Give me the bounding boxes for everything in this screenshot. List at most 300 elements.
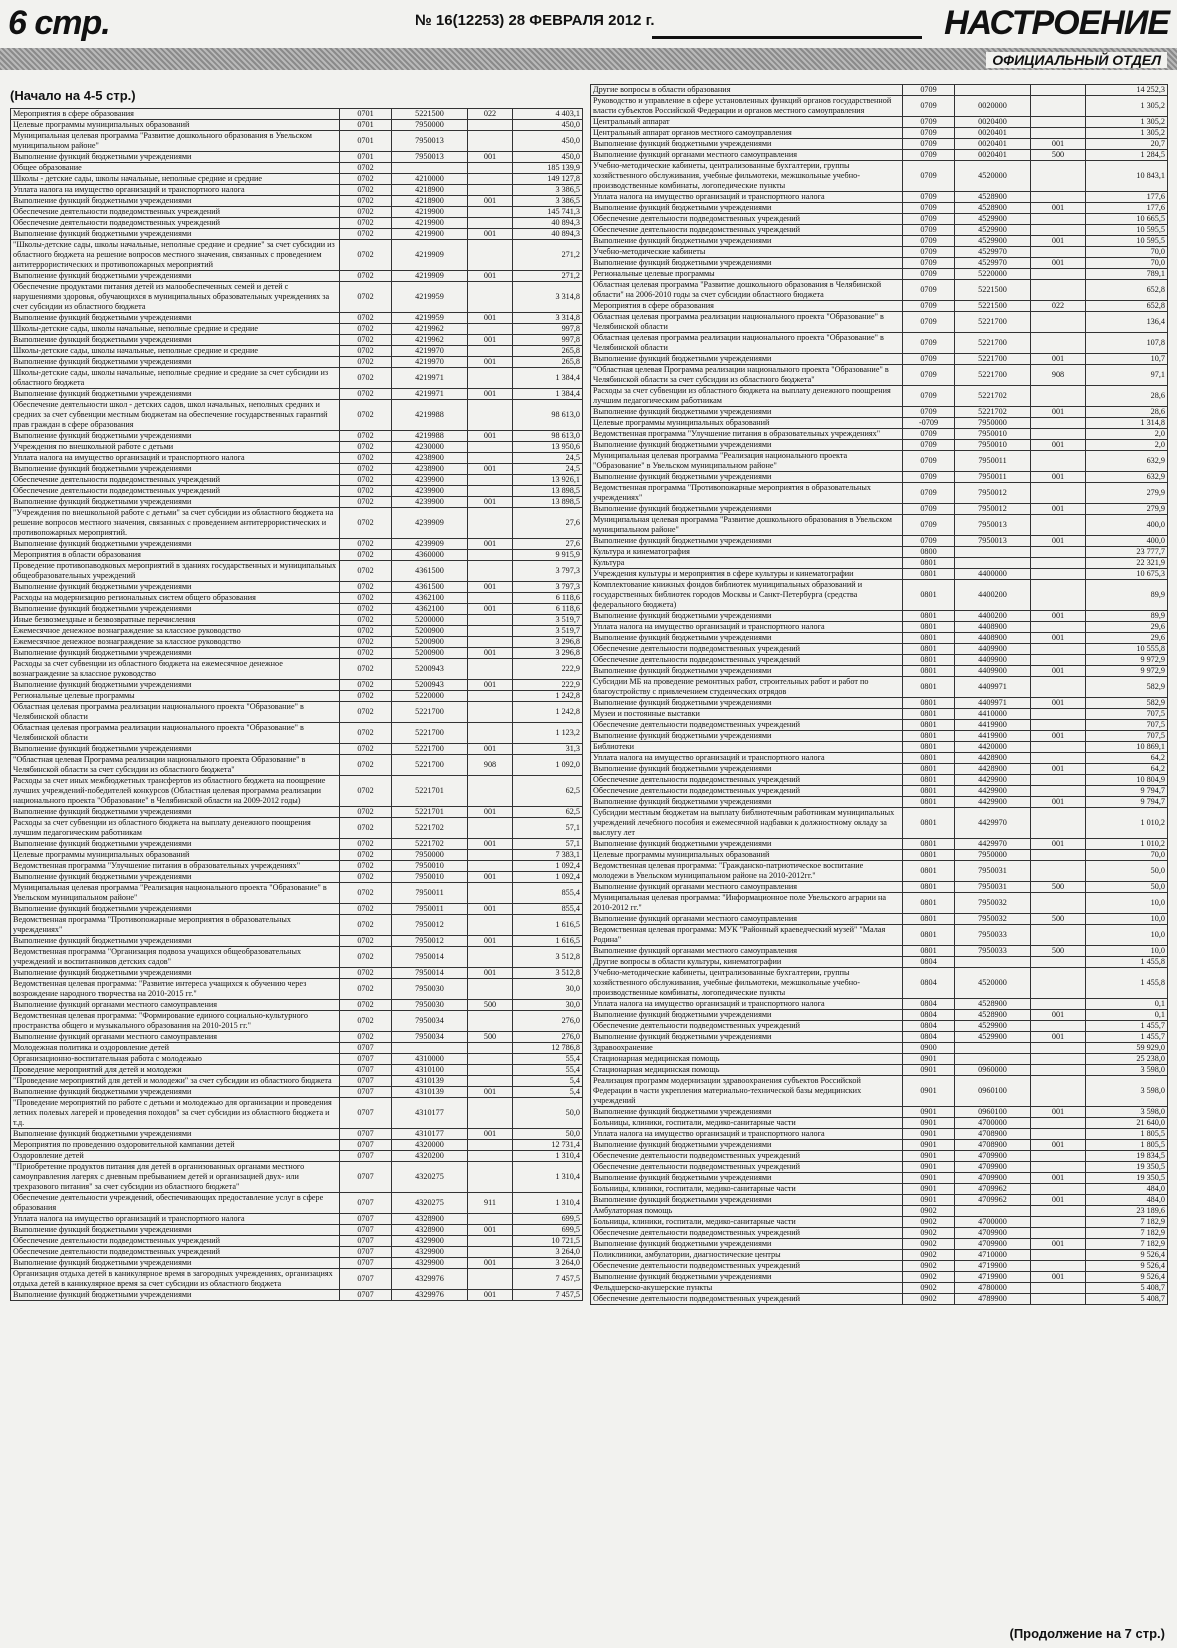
row-name: Здравоохранение [591, 1043, 903, 1054]
row-name: Другие вопросы в области образования [591, 85, 903, 96]
target-code: 4429970 [955, 808, 1031, 839]
section-code: 0707 [340, 1247, 392, 1258]
section-code: 0801 [903, 644, 955, 655]
table-row [11, 152, 583, 163]
row-name: Мероприятия по проведению оздоровительной кампании детей [11, 1140, 340, 1151]
section-code: 0702 [340, 229, 392, 240]
target-code: 4219909 [392, 271, 468, 282]
amount: 450,0 [513, 152, 583, 163]
target-code: 4238900 [392, 464, 468, 475]
subrubric-title: ОФИЦИАЛЬНЫЙ ОТДЕЛ [986, 52, 1167, 68]
amount: 3 386,5 [513, 185, 583, 196]
table-row [591, 1173, 1168, 1184]
amount: 707,5 [1086, 720, 1168, 731]
table-row [591, 558, 1168, 569]
table-row [591, 225, 1168, 236]
target-code: 7950010 [392, 872, 468, 883]
expense-type [468, 508, 513, 539]
amount: 1 455,7 [1086, 1021, 1168, 1032]
expense-type [1031, 569, 1086, 580]
row-name: Выполнение функций бюджетными учреждениями [591, 1010, 903, 1021]
table-row [591, 1151, 1168, 1162]
expense-type [1031, 1054, 1086, 1065]
amount: 6 118,6 [513, 604, 583, 615]
table-row [11, 1236, 583, 1247]
row-name: Выполнение функций бюджетными учреждениями [591, 797, 903, 808]
expense-type: 001 [468, 389, 513, 400]
row-name: Обеспечение деятельности подведомственных учреждений [11, 1247, 340, 1258]
section-code: 0709 [903, 225, 955, 236]
section-code: 0901 [903, 1162, 955, 1173]
expense-type [1031, 96, 1086, 117]
row-name: Стационарная медицинская помощь [591, 1065, 903, 1076]
row-name: Выполнение функций бюджетными учреждениями [11, 904, 340, 915]
amount: 222,9 [513, 680, 583, 691]
table-row [591, 354, 1168, 365]
expense-type: 001 [1031, 1140, 1086, 1151]
section-code: 0702 [340, 218, 392, 229]
table-row [11, 1247, 583, 1258]
amount: 3 797,3 [513, 561, 583, 582]
row-name: Целевые программы муниципальных образований [11, 850, 340, 861]
table-row [591, 808, 1168, 839]
section-code: 0702 [340, 839, 392, 850]
row-name: Оздоровление детей [11, 1151, 340, 1162]
target-code: 4400200 [955, 580, 1031, 611]
row-name: Больницы, клиники, госпитали, медико-санитарные части [591, 1217, 903, 1228]
table-row [591, 333, 1168, 354]
row-name: Выполнение функций бюджетными учреждениями [591, 1140, 903, 1151]
row-name: Выполнение функций бюджетными учреждениями [591, 839, 903, 850]
table-row [591, 677, 1168, 698]
amount: 3 598,0 [1086, 1107, 1168, 1118]
expense-type: 001 [1031, 258, 1086, 269]
amount: 5,4 [513, 1087, 583, 1098]
section-code: 0801 [903, 753, 955, 764]
expense-type [468, 1043, 513, 1054]
section-code: 0801 [903, 893, 955, 914]
target-code [955, 547, 1031, 558]
amount: 6 118,6 [513, 593, 583, 604]
row-name: Обеспечение деятельности подведомственных учреждений [11, 486, 340, 497]
expense-type [1031, 386, 1086, 407]
row-name: Обеспечение деятельности подведомственных учреждений [591, 225, 903, 236]
target-code: 4709900 [955, 1173, 1031, 1184]
target-code: 4528900 [955, 999, 1031, 1010]
section-code: 0902 [903, 1283, 955, 1294]
section-code: 0709 [903, 150, 955, 161]
row-name: Выполнение функций органами местного самоуправления [591, 946, 903, 957]
amount: 699,5 [513, 1214, 583, 1225]
table-row [591, 386, 1168, 407]
amount: 0,1 [1086, 999, 1168, 1010]
amount: 64,2 [1086, 764, 1168, 775]
section-code: 0702 [340, 464, 392, 475]
table-row [11, 755, 583, 776]
expense-type [1031, 214, 1086, 225]
expense-type: 001 [468, 968, 513, 979]
section-code: 0709 [903, 203, 955, 214]
expense-type: 001 [1031, 731, 1086, 742]
row-name: Выполнение функций бюджетными учреждениями [11, 497, 340, 508]
section-code: 0707 [340, 1162, 392, 1193]
amount: 271,2 [513, 271, 583, 282]
target-code: 4219962 [392, 324, 468, 335]
expense-type [468, 861, 513, 872]
table-row [591, 418, 1168, 429]
amount: 27,6 [513, 508, 583, 539]
expense-type: 001 [468, 1129, 513, 1140]
row-name: Расходы за счет субвенции из областного бюджета на ежемесячное денежное вознаграждение за классное руководство [11, 659, 340, 680]
table-row [11, 508, 583, 539]
expense-type [1031, 117, 1086, 128]
table-row [591, 1206, 1168, 1217]
amount: 50,0 [1086, 861, 1168, 882]
row-name: Выполнение функций бюджетными учреждениями [11, 271, 340, 282]
target-code: 4520000 [955, 161, 1031, 192]
section-code: 0801 [903, 731, 955, 742]
target-code: 4789900 [955, 1294, 1031, 1305]
expense-type [1031, 580, 1086, 611]
row-name: Уплата налога на имущество организаций и транспортного налога [11, 185, 340, 196]
right-budget-table [590, 84, 1167, 1305]
target-code: 7950011 [392, 904, 468, 915]
target-code: 4329900 [392, 1247, 468, 1258]
table-row [11, 680, 583, 691]
section-code: 0801 [903, 569, 955, 580]
section-code: 0702 [340, 486, 392, 497]
table-row [11, 1011, 583, 1032]
expense-type: 001 [468, 872, 513, 883]
amount: 400,0 [1086, 515, 1168, 536]
target-code: 7950012 [955, 483, 1031, 504]
table-row [591, 139, 1168, 150]
amount: 70,0 [1086, 247, 1168, 258]
table-row [11, 561, 583, 582]
table-row [11, 1162, 583, 1193]
expense-type [1031, 515, 1086, 536]
amount: 19 834,5 [1086, 1151, 1168, 1162]
section-code: 0804 [903, 968, 955, 999]
amount: 3 386,5 [513, 196, 583, 207]
target-code: 7950013 [392, 152, 468, 163]
row-name: Мероприятия в сфере образования [591, 301, 903, 312]
expense-type: 500 [1031, 882, 1086, 893]
amount: 1 242,8 [513, 702, 583, 723]
table-row [591, 483, 1168, 504]
target-code: 4428900 [955, 764, 1031, 775]
section-code: 0702 [340, 442, 392, 453]
row-name: Областная целевая программа реализации национального проекта "Образование" в Челябинской области [591, 333, 903, 354]
row-name: Областная целевая программа реализации национального проекта "Образование" в Челябинской области [11, 702, 340, 723]
expense-type: 500 [1031, 150, 1086, 161]
row-name: Муниципальная целевая программа "Реализация национального проекта "Образование" в Увельском муниципальном районе" [591, 451, 903, 472]
amount: 5,4 [513, 1076, 583, 1087]
row-name: Фельдшерско-акушерские пункты [591, 1283, 903, 1294]
target-code: 4320200 [392, 1151, 468, 1162]
section-code: 0901 [903, 1118, 955, 1129]
amount: 484,0 [1086, 1184, 1168, 1195]
table-row [11, 431, 583, 442]
table-row [11, 1258, 583, 1269]
row-name: Выполнение функций бюджетными учреждениями [11, 313, 340, 324]
expense-type [1031, 968, 1086, 999]
row-name: Выполнение функций органами местного самоуправления [591, 914, 903, 925]
expense-type [468, 1076, 513, 1087]
target-code: 5221700 [955, 365, 1031, 386]
amount: 149 127,8 [513, 174, 583, 185]
section-code: 0801 [903, 764, 955, 775]
row-name: Выполнение функций бюджетными учреждениями [11, 464, 340, 475]
table-row [591, 1217, 1168, 1228]
expense-type [1031, 786, 1086, 797]
table-row [11, 185, 583, 196]
amount: 997,8 [513, 335, 583, 346]
row-name: Ведомственная программа "Противопожарные мероприятия в образовательных учреждениях" [591, 483, 903, 504]
target-code: 4310139 [392, 1087, 468, 1098]
amount: 5 408,7 [1086, 1294, 1168, 1305]
amount: 10 595,5 [1086, 225, 1168, 236]
expense-type [468, 453, 513, 464]
section-code: 0702 [340, 335, 392, 346]
table-row [591, 839, 1168, 850]
table-row [591, 236, 1168, 247]
amount: 9 526,4 [1086, 1250, 1168, 1261]
row-name: Выполнение функций бюджетными учреждениями [11, 335, 340, 346]
section-code: 0702 [340, 282, 392, 313]
amount: 3 314,8 [513, 282, 583, 313]
table-row [591, 999, 1168, 1010]
target-code: 4310000 [392, 1054, 468, 1065]
amount: 1 455,7 [1086, 1032, 1168, 1043]
target-code: 4528900 [955, 192, 1031, 203]
expense-type [468, 947, 513, 968]
expense-type [1031, 128, 1086, 139]
amount: 23 777,7 [1086, 547, 1168, 558]
amount: 1 305,2 [1086, 128, 1168, 139]
target-code: 4419900 [955, 731, 1031, 742]
section-code: 0801 [903, 558, 955, 569]
row-name: Обеспечение деятельности подведомственных учреждений [591, 720, 903, 731]
table-row [11, 872, 583, 883]
amount: 23 189,6 [1086, 1206, 1168, 1217]
section-code: 0702 [340, 648, 392, 659]
amount: 10 665,5 [1086, 214, 1168, 225]
table-row [11, 207, 583, 218]
amount: 24,5 [513, 464, 583, 475]
row-name: Учебно-методические кабинеты [591, 247, 903, 258]
section-code: 0801 [903, 914, 955, 925]
amount: 59 929,0 [1086, 1043, 1168, 1054]
amount: 55,4 [513, 1054, 583, 1065]
section-code: 0902 [903, 1239, 955, 1250]
row-name: Областная целевая программа "Развитие дошкольного образования в Челябинской области" на 2006-2010 годы за счет субсидии областного бюджета [591, 280, 903, 301]
row-name: "Проведение мероприятий для детей и молодежи" за счет субсидии из областного бюджета [11, 1076, 340, 1087]
table-row [591, 1010, 1168, 1021]
table-row [11, 626, 583, 637]
amount: 1 310,4 [513, 1151, 583, 1162]
section-code: 0709 [903, 504, 955, 515]
table-row [591, 580, 1168, 611]
continued-from: (Начало на 4-5 стр.) [10, 88, 136, 103]
section-code: 0702 [340, 861, 392, 872]
amount: 89,9 [1086, 611, 1168, 622]
target-code: 4219900 [392, 218, 468, 229]
target-code: 4210000 [392, 174, 468, 185]
target-code: 4708900 [955, 1129, 1031, 1140]
target-code [955, 957, 1031, 968]
table-row [591, 850, 1168, 861]
expense-type [468, 818, 513, 839]
page-number: 6 стр. [8, 4, 110, 42]
section-code: 0707 [340, 1193, 392, 1214]
expense-type [468, 626, 513, 637]
section-code: 0702 [340, 979, 392, 1000]
amount: 13 898,5 [513, 486, 583, 497]
section-code: 0702 [340, 872, 392, 883]
row-name: Выполнение функций бюджетными учреждениями [11, 1225, 340, 1236]
table-row [11, 936, 583, 947]
amount: 70,0 [1086, 850, 1168, 861]
table-row [11, 904, 583, 915]
amount: 19 350,5 [1086, 1173, 1168, 1184]
amount: 5 408,7 [1086, 1283, 1168, 1294]
row-name: Проведение мероприятий для детей и молодежи [11, 1065, 340, 1076]
section-code: 0707 [340, 1098, 392, 1129]
target-code: 4408900 [955, 633, 1031, 644]
table-row [11, 839, 583, 850]
table-row [11, 968, 583, 979]
expense-type: 001 [468, 807, 513, 818]
amount: 484,0 [1086, 1195, 1168, 1206]
amount: 70,0 [1086, 258, 1168, 269]
table-row [11, 475, 583, 486]
section-code: 0902 [903, 1217, 955, 1228]
row-name: Другие вопросы в области культуры, кинематографии [591, 957, 903, 968]
amount: 1 310,4 [513, 1193, 583, 1214]
target-code [955, 1054, 1031, 1065]
expense-type [1031, 1129, 1086, 1140]
expense-type: 001 [1031, 1195, 1086, 1206]
target-code: 4429970 [955, 839, 1031, 850]
row-name: Обеспечение деятельности подведомственных учреждений [591, 786, 903, 797]
row-name: Выполнение функций бюджетными учреждениями [11, 196, 340, 207]
table-row [11, 1290, 583, 1301]
target-code: 4310100 [392, 1065, 468, 1076]
section-code: 0709 [903, 247, 955, 258]
section-code: 0702 [340, 453, 392, 464]
table-row [11, 723, 583, 744]
amount: 1 010,2 [1086, 839, 1168, 850]
target-code: 4709962 [955, 1195, 1031, 1206]
row-name: Ежемесячное денежное вознаграждение за классное руководство [11, 637, 340, 648]
section-code: 0702 [340, 947, 392, 968]
row-name: "Проведение мероприятий по работе с детьми и молодежью для организации и проведения летних полевых лагерей и проведения походов" за счет субсидии из областного бюджета и т.д. [11, 1098, 340, 1129]
expense-type [1031, 558, 1086, 569]
target-code: 4429900 [955, 786, 1031, 797]
expense-type: 001 [1031, 203, 1086, 214]
section-code: 0702 [340, 174, 392, 185]
section-code: 0801 [903, 850, 955, 861]
target-code: 7950000 [955, 418, 1031, 429]
section-code: 0800 [903, 547, 955, 558]
table-row [11, 464, 583, 475]
expense-type [1031, 925, 1086, 946]
target-code: 4409971 [955, 677, 1031, 698]
target-code: 4409900 [955, 655, 1031, 666]
section-code: 0902 [903, 1261, 955, 1272]
amount: 14 252,3 [1086, 85, 1168, 96]
section-code: 0707 [340, 1087, 392, 1098]
row-name: Выполнение функций бюджетными учреждениями [11, 229, 340, 240]
amount: 7 182,9 [1086, 1228, 1168, 1239]
expense-type [468, 550, 513, 561]
section-code: 0707 [340, 1236, 392, 1247]
table-row [11, 1129, 583, 1140]
expense-type [468, 723, 513, 744]
row-name: Ведомственная целевая программа: "Развитие интереса учащихся к обучению через возрождение народного творчества на 2010-2015 гг." [11, 979, 340, 1000]
row-name: Больницы, клиники, госпитали, медико-санитарные части [591, 1184, 903, 1195]
row-name: Выполнение функций бюджетными учреждениями [11, 539, 340, 550]
expense-type [468, 1247, 513, 1258]
amount: 107,8 [1086, 333, 1168, 354]
expense-type: 001 [468, 497, 513, 508]
expense-type: 001 [468, 229, 513, 240]
section-code: 0709 [903, 472, 955, 483]
section-code: 0709 [903, 139, 955, 150]
row-name: Проведение противопаводковых мероприятий в зданиях государственных и муниципальных общеобразовательных учреждений [11, 561, 340, 582]
section-code: 0707 [340, 1129, 392, 1140]
row-name: "Областная целевая Программа реализации национального проекта "Образование" в Челябинской области за счет субсидии из областного бюджета" [591, 365, 903, 386]
section-code: 0801 [903, 861, 955, 882]
table-row [11, 776, 583, 807]
amount: 57,1 [513, 818, 583, 839]
table-row [591, 536, 1168, 547]
target-code: 4529900 [955, 225, 1031, 236]
row-name: Уплата налога на имущество организаций и транспортного налога [591, 622, 903, 633]
section-code: 0901 [903, 1184, 955, 1195]
table-row [591, 925, 1168, 946]
section-code: 0707 [340, 1065, 392, 1076]
section-code: 0709 [903, 429, 955, 440]
target-code: 7950031 [955, 882, 1031, 893]
target-code: 0960100 [955, 1076, 1031, 1107]
amount: 632,9 [1086, 451, 1168, 472]
amount: 28,6 [1086, 407, 1168, 418]
section-code: 0709 [903, 451, 955, 472]
row-name: Муниципальная целевая программа: "Информационное поле Увельского аграрии на 2010-2012 гг." [591, 893, 903, 914]
table-row [591, 429, 1168, 440]
target-code: 7950000 [392, 120, 468, 131]
row-name: Муниципальная целевая программа "Развитие дошкольного образования в Увельском муниципальном районе" [591, 515, 903, 536]
table-row [591, 655, 1168, 666]
table-row [11, 174, 583, 185]
target-code: 4219988 [392, 400, 468, 431]
table-row [591, 569, 1168, 580]
amount: 30,0 [513, 1000, 583, 1011]
expense-type [1031, 1162, 1086, 1173]
amount: 27,6 [513, 539, 583, 550]
table-row [11, 1043, 583, 1054]
section-code: 0702 [340, 968, 392, 979]
row-name: Уплата налога на имущество организаций и транспортного налога [11, 453, 340, 464]
target-code: 7950033 [955, 946, 1031, 957]
table-row [11, 604, 583, 615]
target-code: 5220000 [955, 269, 1031, 280]
expense-type [1031, 1076, 1086, 1107]
table-row [591, 85, 1168, 96]
target-code: 5221700 [392, 755, 468, 776]
